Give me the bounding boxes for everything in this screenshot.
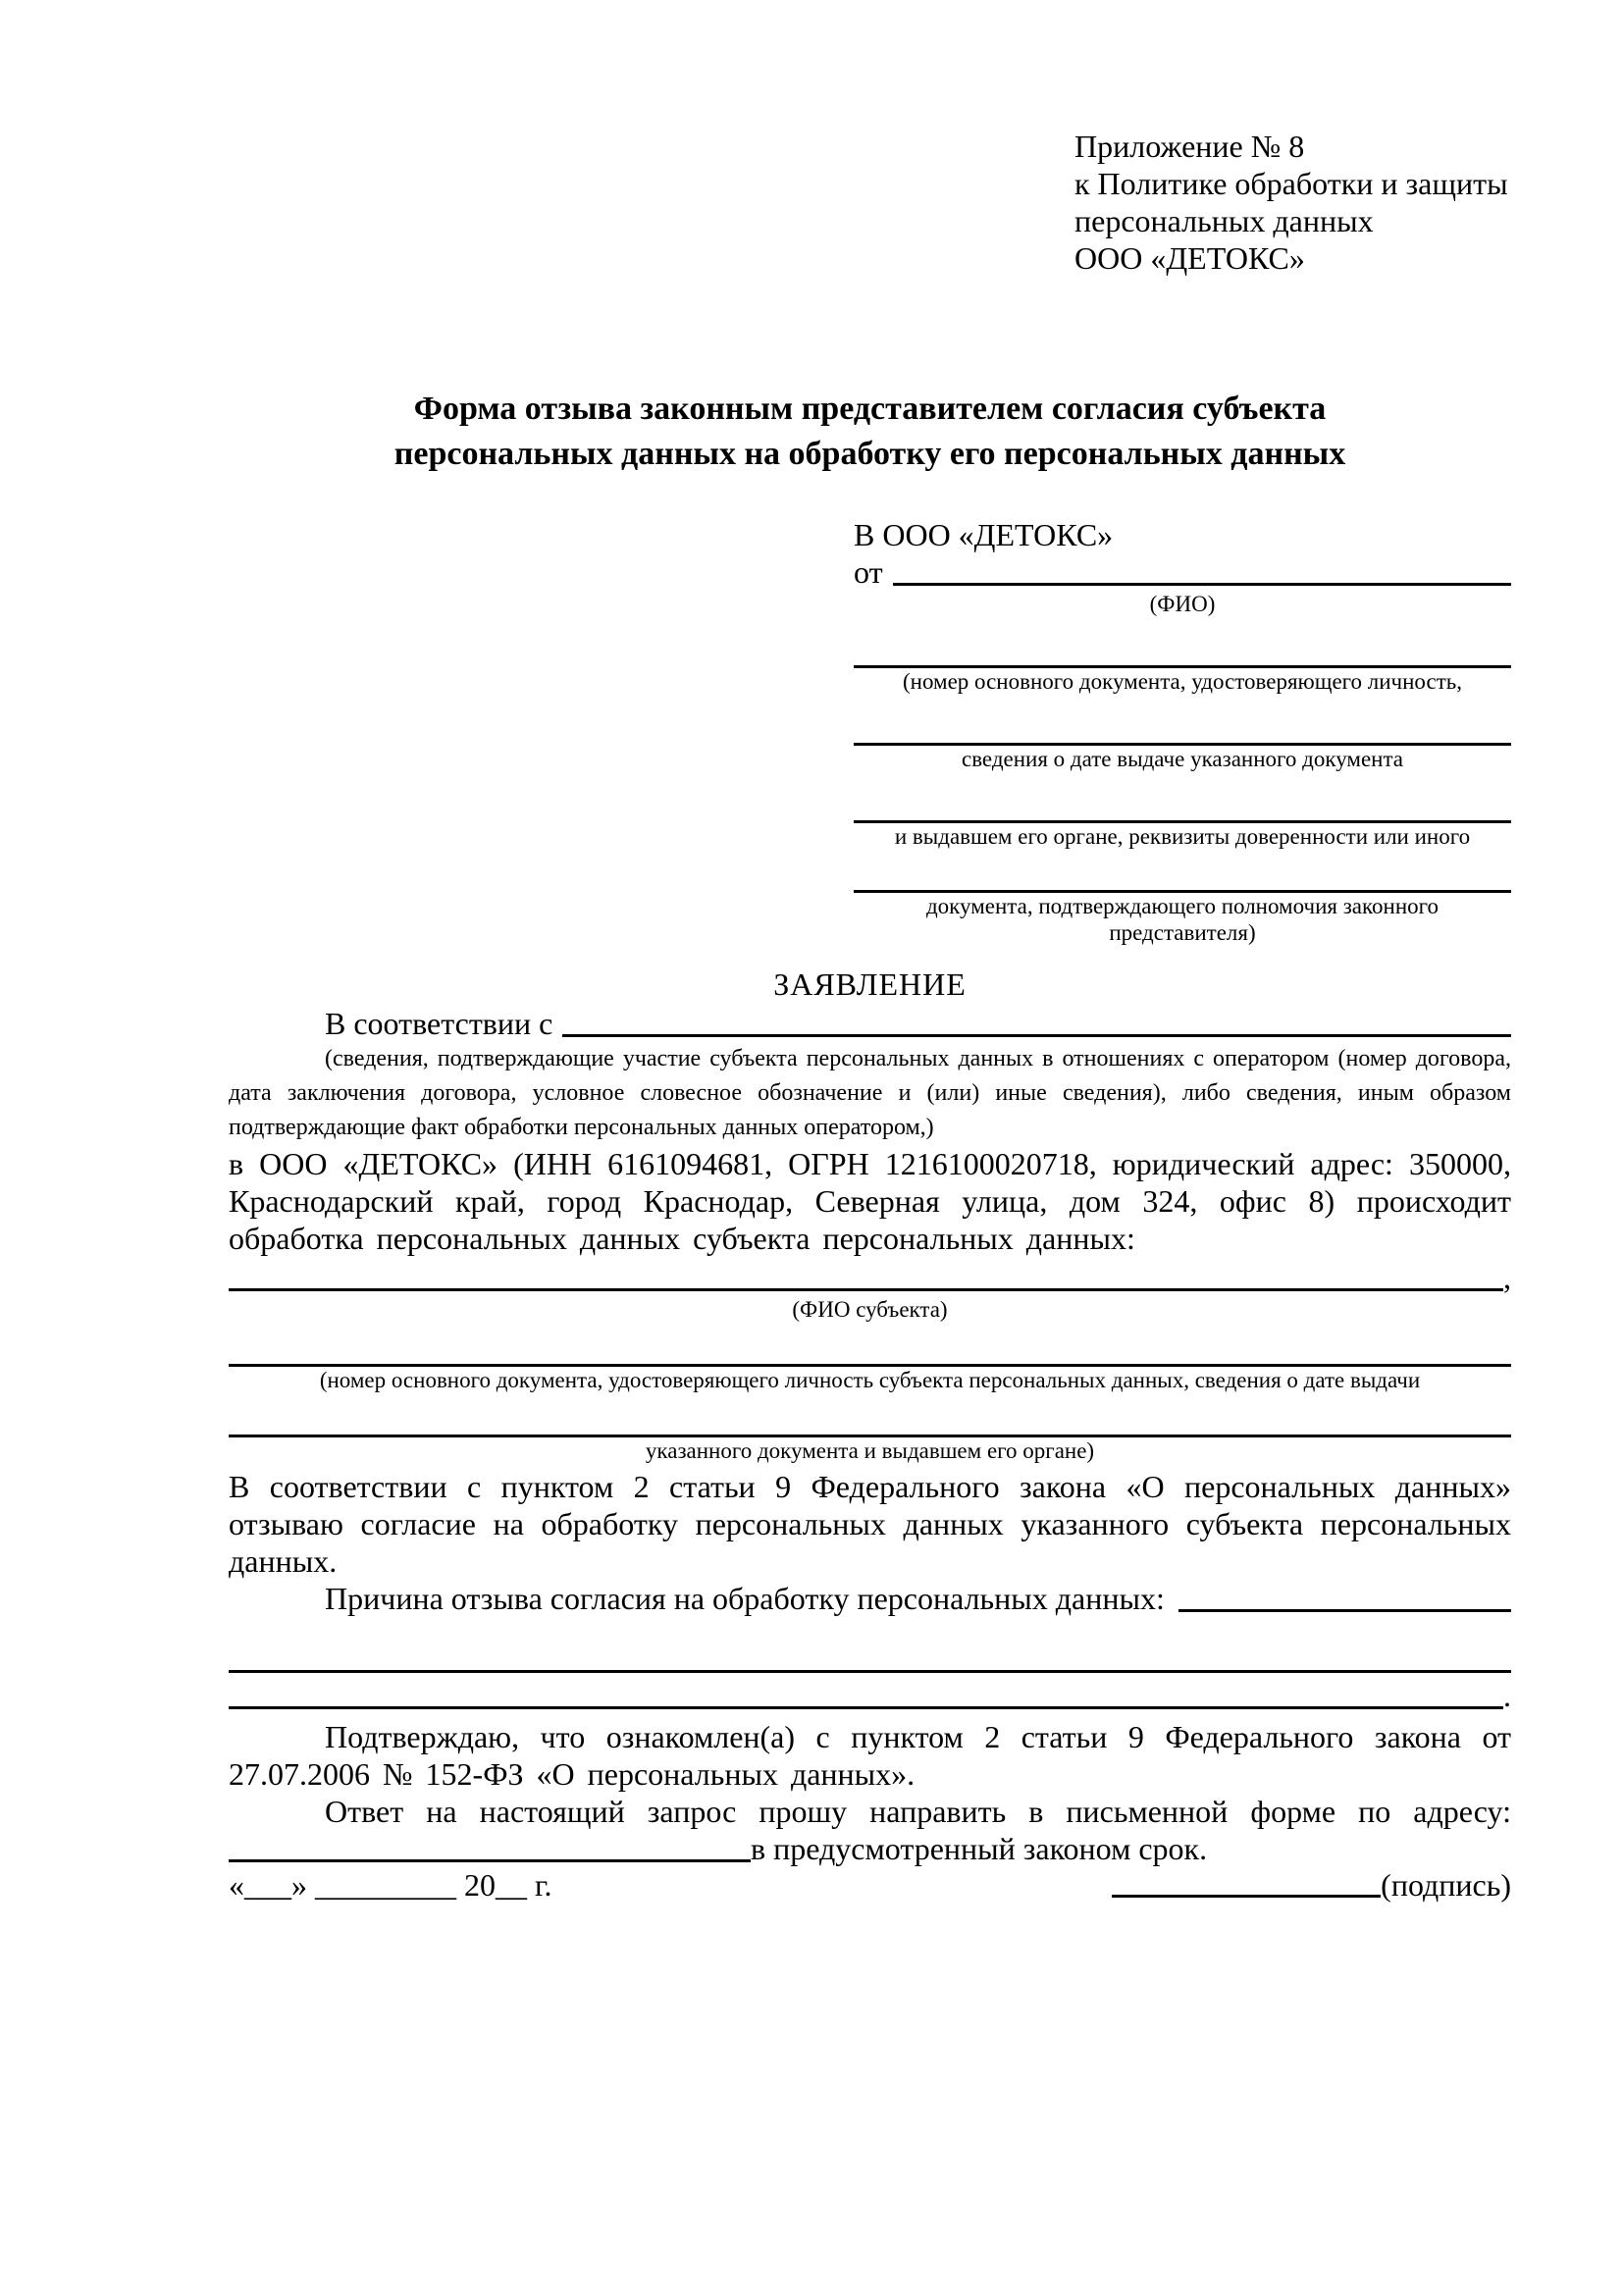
reply-address-blank-line[interactable] — [229, 1859, 751, 1862]
document-title-line-2: персональных данных на обработку его персональных данных — [393, 436, 1346, 472]
representative-fio-caption: (ФИО) — [1149, 592, 1216, 616]
reason-row — [229, 1580, 1511, 1617]
subject-fio-comma: , — [1503, 1260, 1511, 1295]
date-line[interactable]: «___» _________ 20__ г. — [229, 1867, 552, 1903]
operator-paragraph: в ООО «ДЕТОКС» (ИНН 6161094681, ОГРН 1216100020718, юридический адрес: 350000, Краснодарский край, город Краснодар, Северная улица, дом 324, офис 8) происходит обработка персональных данных субъекта персональных данных: — [229, 1146, 1511, 1256]
reply-request-paragraph: Ответ на настоящий запрос прошу направить в письменной форме по адресу: — [325, 1794, 1511, 1829]
basis-row — [229, 1005, 1511, 1042]
representative-fio-blank-line[interactable] — [893, 583, 1511, 586]
withdrawal-paragraph: В соответствии с пунктом 2 статьи 9 Федерального закона «О персональных данных» отзываю согласие на обработку персональных данных указанного субъекта персональных данных. — [229, 1469, 1511, 1579]
signature-caption: (подпись) — [1381, 1867, 1511, 1903]
representative-doc-caption-3: и выдавшем его органе, реквизиты доверенности или иного — [894, 824, 1471, 849]
basis-label: В соответствии с — [325, 1006, 553, 1041]
reason-extra-row-2 — [229, 1677, 1511, 1714]
reply-address-row — [229, 1830, 1511, 1867]
appendix-line-1: Приложение № 8 — [1074, 129, 1305, 164]
appendix-block — [1074, 128, 1511, 277]
subject-doc-blank-line-1[interactable] — [229, 1340, 1511, 1367]
reply-request-tail: в предусмотренный законом срок. — [751, 1831, 1208, 1866]
subject-fio-row — [229, 1259, 1511, 1296]
subject-fio-caption: (ФИО субъекта) — [792, 1297, 948, 1322]
reason-blank-line[interactable] — [1178, 1609, 1511, 1612]
basis-note: (сведения, подтверждающие участие субъекта персональных данных в отношениях с оператором (номер договора, дата заключения договора, условное словесное обозначение и (или) иные сведения), либо сведения, иным образом подтверждающие факт обработки персональных данных оператором,) — [229, 1046, 1511, 1140]
subject-fio-blank-line[interactable] — [229, 1288, 1503, 1291]
addressee-organization: В ООО «ДЕТОКС» — [854, 517, 1114, 552]
appendix-line-3: персональных данных — [1074, 203, 1374, 238]
subject-doc-caption-1: (номер основного документа, удостоверяющего личность субъекта персональных данных, сведения о дате выдачи — [319, 1368, 1421, 1392]
appendix-line-2: к Политике обработки и защиты — [1074, 166, 1508, 201]
from-row — [854, 553, 1511, 591]
document-title-line-1: Форма отзыва законным представителем согласия субъекта — [413, 391, 1327, 427]
statement-heading: ЗАЯВЛЕНИЕ — [773, 966, 967, 1002]
footer-row — [229, 1866, 1511, 1904]
representative-doc-caption-2: сведения о дате выдаче указанного документа — [961, 747, 1404, 771]
document-title — [229, 387, 1511, 477]
signature-area — [1112, 1866, 1511, 1904]
representative-doc-blank-line-4[interactable] — [854, 866, 1511, 893]
representative-doc-caption-4: документа, подтверждающего полномочия законного представителя) — [925, 894, 1439, 945]
reason-label: Причина отзыва согласия на обработку персональных данных: — [325, 1581, 1165, 1616]
subject-doc-blank-line-2[interactable] — [229, 1411, 1511, 1437]
reason-extra-blank-line-1[interactable] — [229, 1646, 1511, 1673]
basis-blank-line[interactable] — [562, 1034, 1511, 1037]
subject-doc-caption-2: указанного документа и выдавшем его органе) — [645, 1438, 1095, 1463]
representative-doc-blank-line-3[interactable] — [854, 797, 1511, 823]
appendix-line-4: ООО «ДЕТОКС» — [1074, 240, 1305, 276]
from-label: от — [854, 554, 883, 590]
reason-extra-blank-line-2[interactable] — [229, 1706, 1503, 1709]
representative-doc-caption-1: (номер основного документа, удостоверяющего личность, — [902, 669, 1462, 694]
sentence-period: . — [1503, 1678, 1511, 1713]
representative-doc-blank-line-1[interactable] — [854, 642, 1511, 668]
representative-doc-blank-line-2[interactable] — [854, 719, 1511, 746]
signature-blank-line[interactable] — [1112, 1895, 1381, 1898]
addressee-block — [854, 516, 1511, 946]
confirmation-paragraph: Подтверждаю, что ознакомлен(а) с пунктом 2 статьи 9 Федерального закона от 27.07.2006 № 152-ФЗ «О персональных данных». — [229, 1719, 1511, 1792]
